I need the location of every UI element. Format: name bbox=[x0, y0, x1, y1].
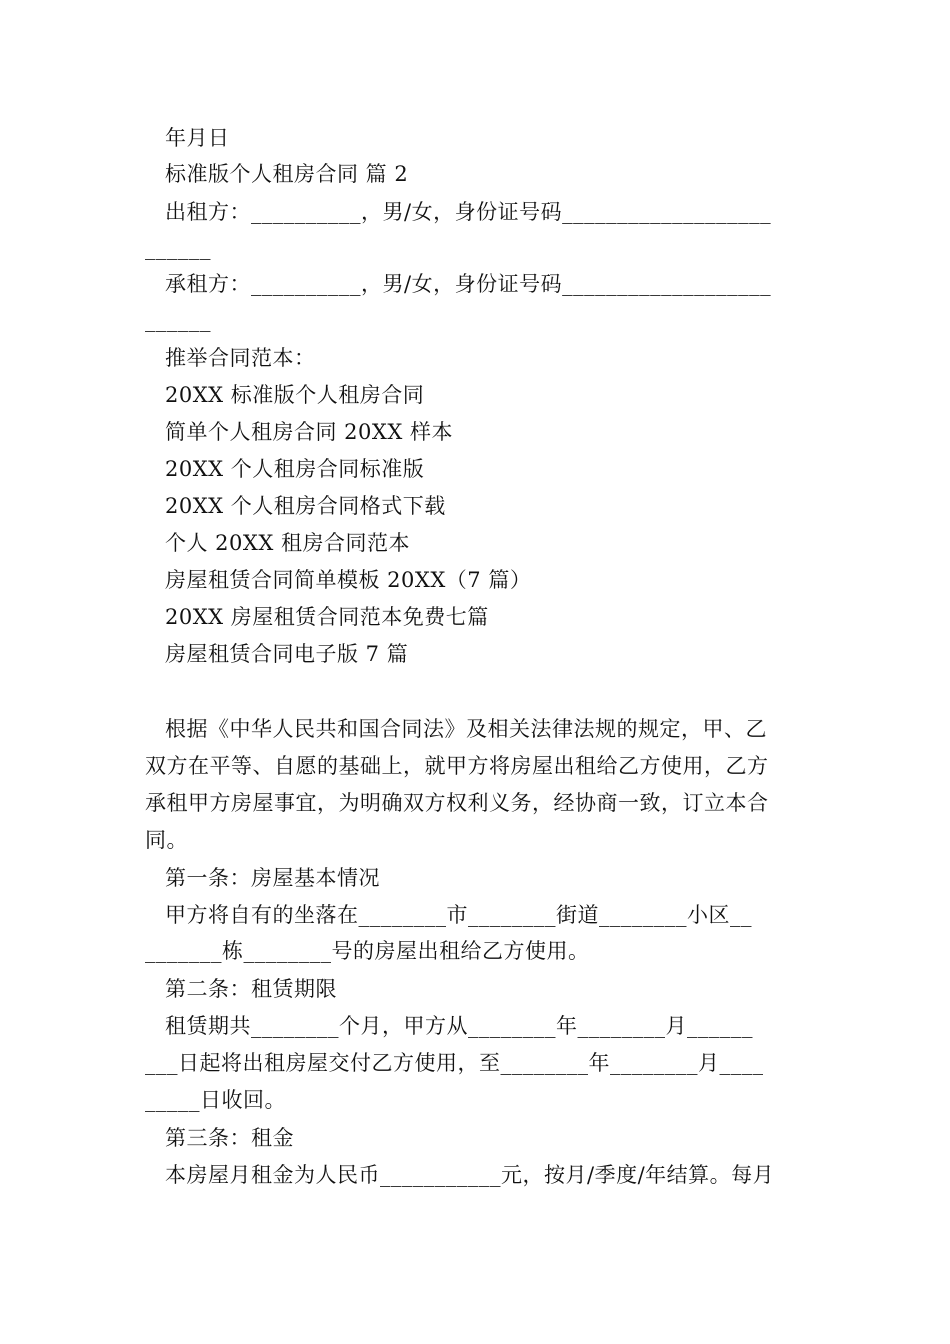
article-2-text: ___日起将出租房屋交付乙方使用，至________年________月____ bbox=[145, 1051, 764, 1075]
recommend-link[interactable]: 个人 20XX 租房合同范本 bbox=[165, 531, 410, 555]
article-2-text: _____日收回。 bbox=[145, 1088, 286, 1112]
article-2-text: 租赁期共________个月，甲方从________年________月______ bbox=[165, 1014, 753, 1038]
section-title: 标准版个人租房合同 篇 2 bbox=[165, 162, 409, 186]
lessor-line: 出租方：__________，男/女，身份证号码___________________ bbox=[165, 200, 772, 224]
article-3-heading: 第三条：租金 bbox=[165, 1126, 294, 1150]
recommend-link[interactable]: 简单个人租房合同 20XX 样本 bbox=[165, 420, 453, 444]
article-1-heading: 第一条：房屋基本情况 bbox=[165, 866, 380, 890]
intro-paragraph-line: 同。 bbox=[145, 828, 188, 852]
recommend-link[interactable]: 房屋租赁合同简单模板 20XX（7 篇） bbox=[165, 568, 532, 592]
article-1-text: _______栋________号的房屋出租给乙方使用。 bbox=[145, 939, 590, 963]
lessee-line: 承租方：__________，男/女，身份证号码___________________ bbox=[165, 272, 772, 296]
intro-paragraph-line: 承租甲方房屋事宜，为明确双方权利义务，经协商一致，订立本合 bbox=[145, 791, 769, 815]
recommend-heading: 推举合同范本： bbox=[165, 346, 316, 370]
article-1-text: 甲方将自有的坐落在________市________街道________小区__ bbox=[165, 903, 752, 927]
recommend-link[interactable]: 20XX 个人租房合同标准版 bbox=[165, 457, 425, 481]
recommend-link[interactable]: 20XX 房屋租赁合同范本免费七篇 bbox=[165, 605, 489, 629]
lessee-line-continued: ______ bbox=[145, 308, 211, 332]
lessor-line-continued: ______ bbox=[145, 236, 211, 260]
recommend-link[interactable]: 20XX 标准版个人租房合同 bbox=[165, 383, 425, 407]
recommend-link[interactable]: 20XX 个人租房合同格式下载 bbox=[165, 494, 446, 518]
article-3-text: 本房屋月租金为人民币___________元，按月/季度/年结算。每月 bbox=[165, 1163, 775, 1187]
intro-paragraph-line: 根据《中华人民共和国合同法》及相关法律法规的规定，甲、乙 bbox=[165, 717, 767, 741]
intro-paragraph-line: 双方在平等、自愿的基础上，就甲方将房屋出租给乙方使用，乙方 bbox=[145, 754, 769, 778]
article-2-heading: 第二条：租赁期限 bbox=[165, 977, 337, 1001]
date-line: 年月日 bbox=[165, 126, 230, 150]
recommend-link[interactable]: 房屋租赁合同电子版 7 篇 bbox=[165, 642, 409, 666]
